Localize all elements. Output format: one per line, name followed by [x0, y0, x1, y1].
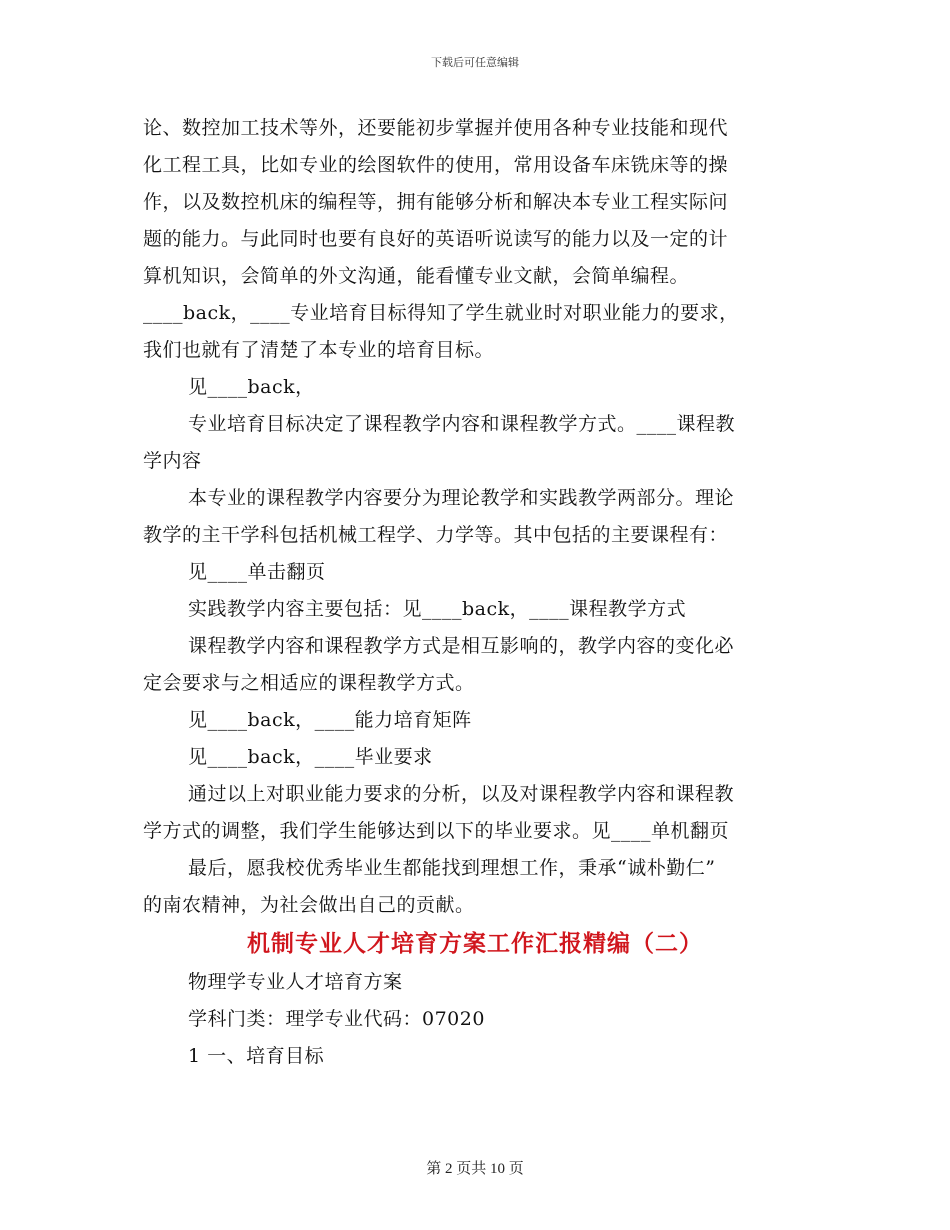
text-line: 的南农精神，为社会做出自己的贡献。: [143, 894, 475, 916]
text-line: 我们也就有了清楚了本专业的培育目标。: [143, 339, 495, 361]
text-line: 本专业的课程教学内容要分为理论教学和实践教学两部分。理论: [188, 487, 735, 509]
text-line: 最后，愿我校优秀毕业生都能找到理想工作，秉承“诚朴勤仁”: [188, 857, 716, 879]
document-body: [143, 110, 807, 1075]
paragraph: [143, 739, 807, 776]
paragraph: [143, 702, 807, 739]
paragraph: 物理学专业人才培育方案: [188, 971, 403, 993]
text-line: 通过以上对职业能力要求的分析，以及对课程教学内容和课程教: [188, 783, 735, 805]
paragraph: 学科门类：理学专业代码：07020: [188, 1008, 485, 1030]
text-line: 化工程工具，比如专业的绘图软件的使用，常用设备车床铣床等的操: [143, 154, 729, 176]
text-line: 学方式的调整，我们学生能够达到以下的毕业要求。见____单机翻页: [143, 820, 730, 842]
text-line: ____back，____专业培育目标得知了学生就业时对职业能力的要求，: [143, 302, 739, 324]
text-line: 定会要求与之相适应的课程教学方式。: [143, 672, 475, 694]
text-line: 课程教学内容和课程教学方式是相互影响的，教学内容的变化必: [188, 635, 735, 657]
paragraph: [143, 110, 807, 295]
page-header: 下载后可任意编辑: [431, 56, 519, 69]
text-line: 题的能力。与此同时也要有良好的英语听说读写的能力以及一定的计: [143, 228, 729, 250]
paragraph: [143, 591, 807, 628]
text-line: 见____back，: [188, 376, 315, 398]
section-body: [143, 964, 807, 1075]
text-line: 见____单击翻页: [188, 561, 326, 583]
page-footer: 第 2 页共 10 页: [426, 1161, 524, 1177]
paragraph: [143, 480, 807, 554]
text-line: 算机知识，会简单的外文沟通，能看懂专业文献，会简单编程。: [143, 265, 690, 287]
paragraph: [143, 628, 807, 702]
text-line: 论、数控加工技术等外，还要能初步掌握并使用各种专业技能和现代: [143, 117, 729, 139]
text-line: 学内容: [143, 450, 202, 472]
text-line: 作，以及数控机床的编程等，拥有能够分析和解决本专业工程实际问: [143, 191, 729, 213]
text-line: 实践教学内容主要包括：见____back，____课程教学方式: [188, 598, 687, 620]
paragraph: [143, 406, 807, 480]
paragraph: [143, 776, 807, 850]
paragraph-group: [143, 110, 807, 924]
paragraph: [143, 554, 807, 591]
paragraph: 1 一、培育目标: [188, 1045, 325, 1067]
paragraph: [143, 369, 807, 406]
text-line: 见____back，____毕业要求: [188, 746, 433, 768]
section-title: 机制专业人才培育方案工作汇报精编（二）: [247, 930, 703, 957]
paragraph: [143, 850, 807, 924]
text-line: 见____back，____能力培育矩阵: [188, 709, 472, 731]
text-line: 教学的主干学科包括机械工程学、力学等。其中包括的主要课程有：: [143, 524, 729, 546]
paragraph: [143, 295, 807, 369]
text-line: 专业培育目标决定了课程教学内容和课程教学方式。____课程教: [188, 413, 736, 435]
